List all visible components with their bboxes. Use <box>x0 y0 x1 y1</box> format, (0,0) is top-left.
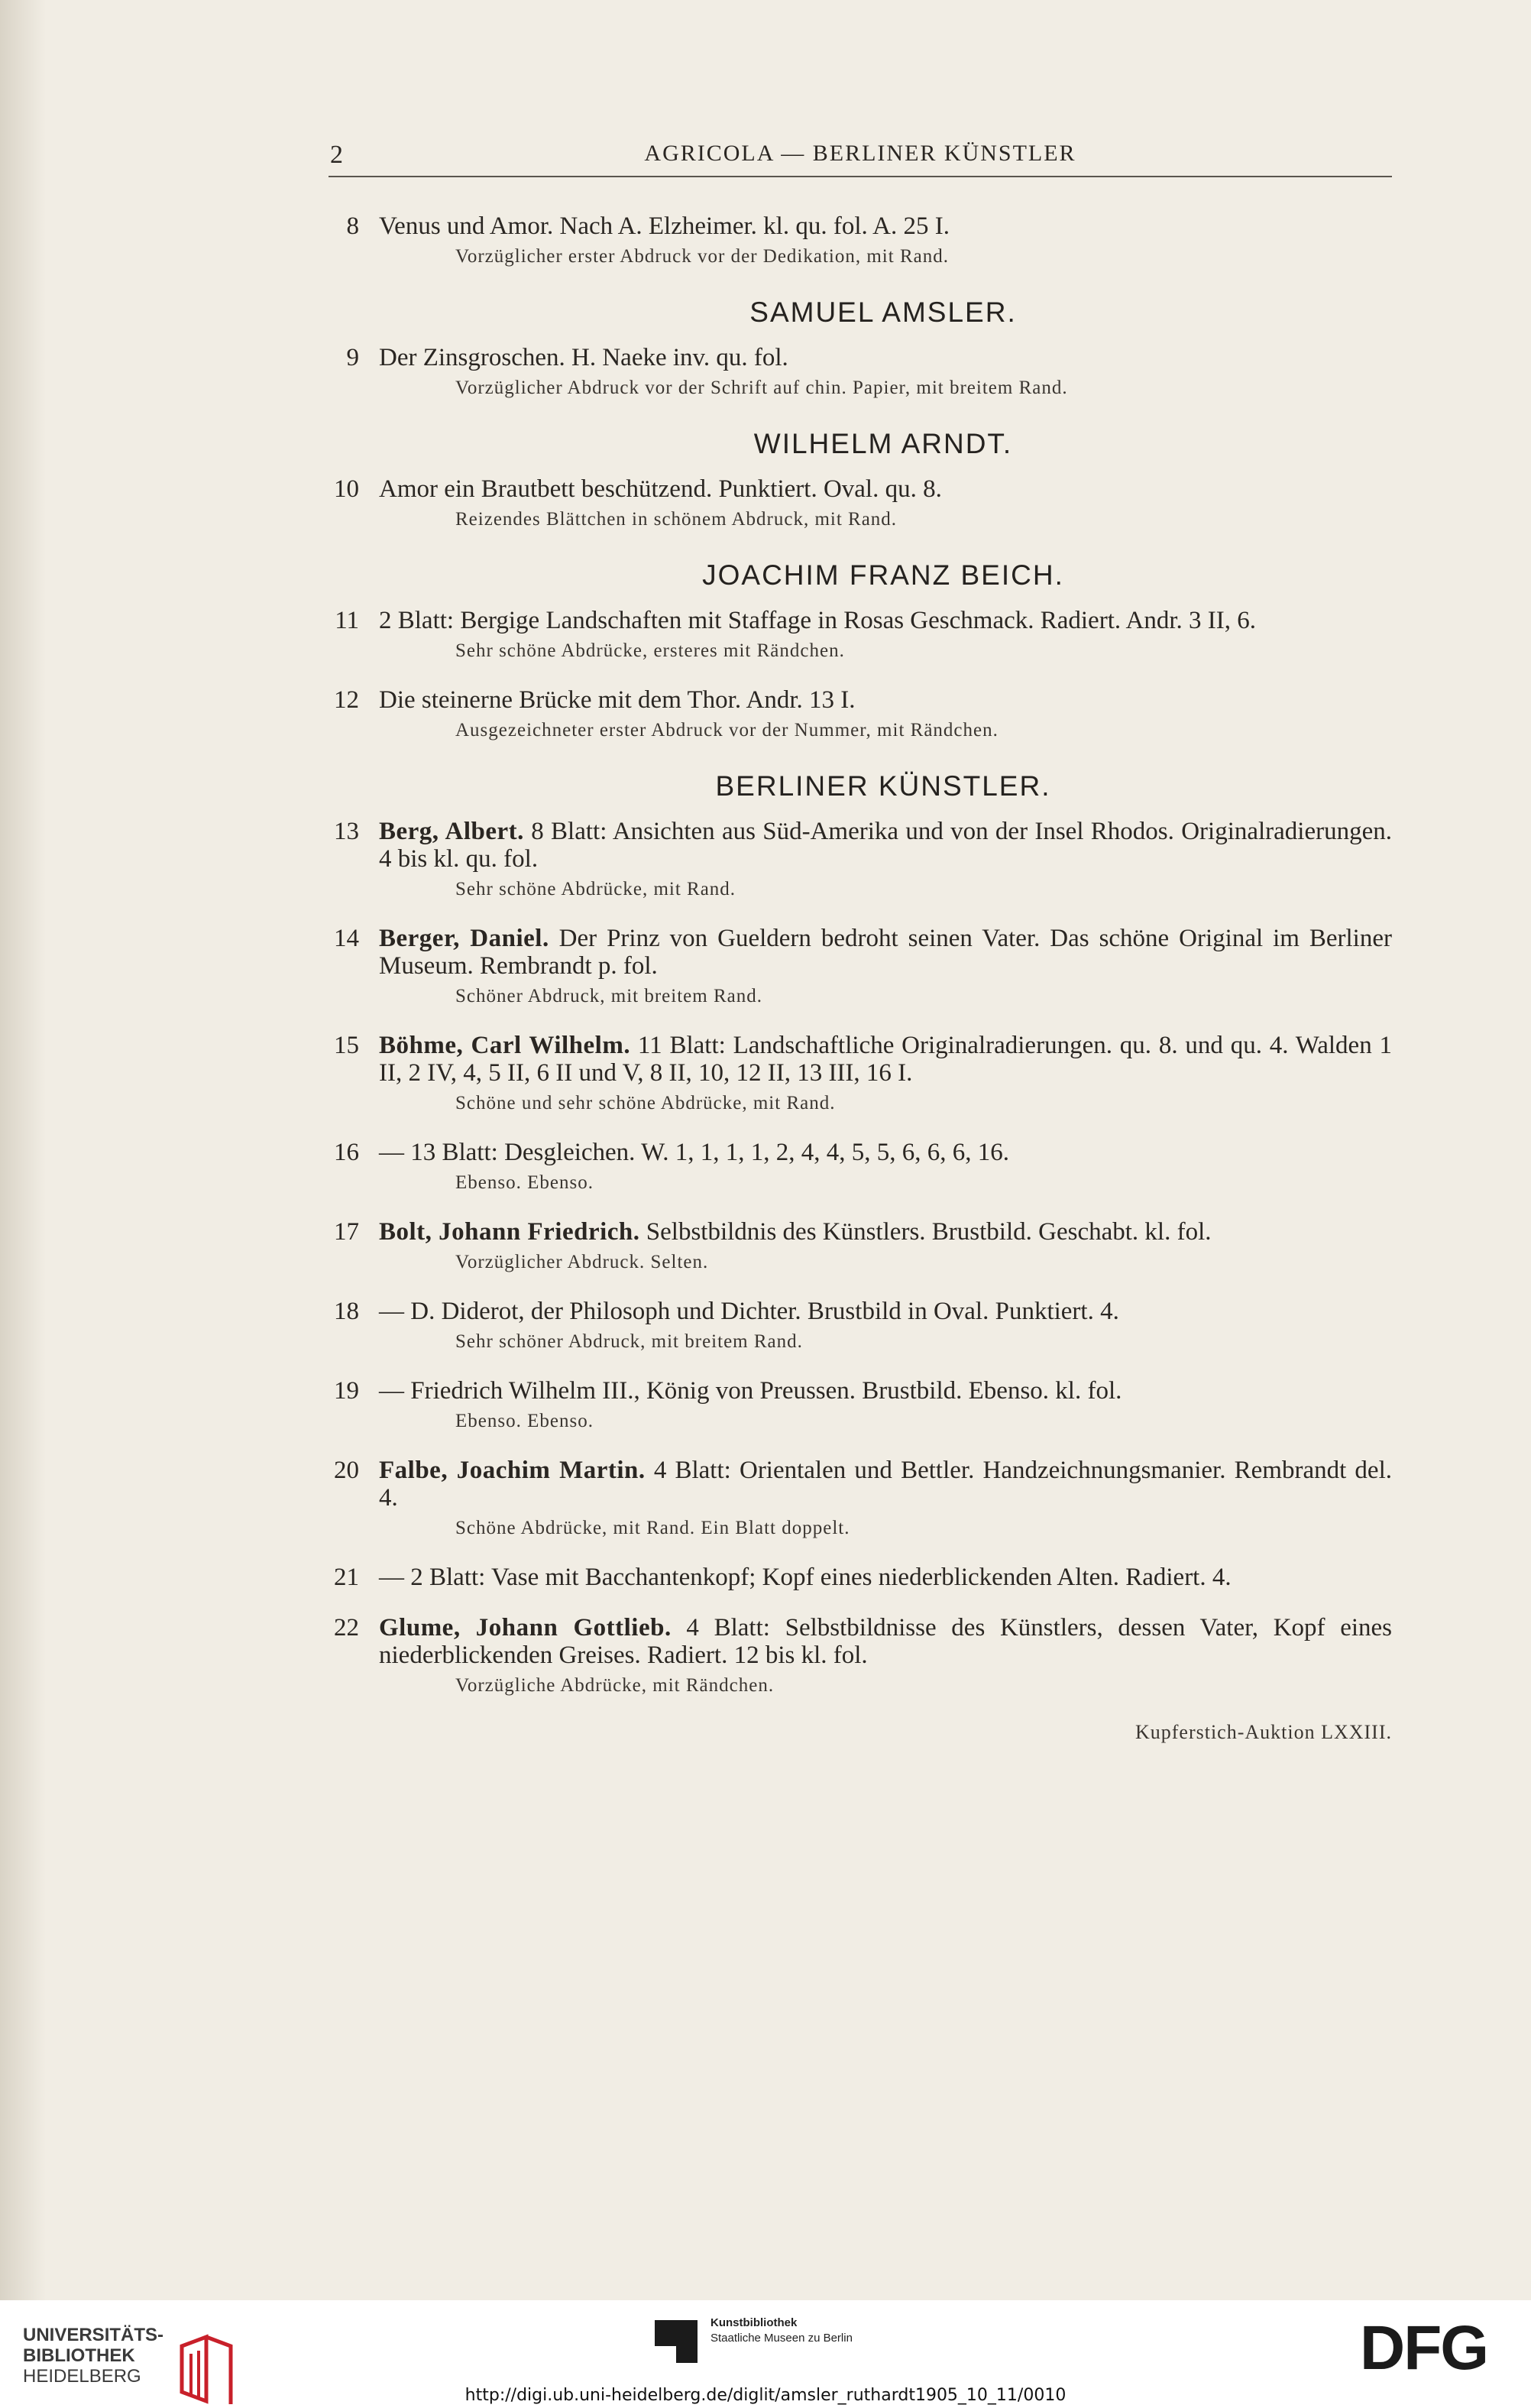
entry-body <box>379 1032 1392 1087</box>
catalog-entry-21 <box>329 1564 1392 1591</box>
entry-note: Vorzüglicher Abdruck. Selten. <box>455 1252 709 1272</box>
catalog-entry-11 <box>329 607 1392 663</box>
section-title-beich: JOACHIM FRANZ BEICH. <box>702 559 1064 591</box>
catalog-entry-18 <box>329 1298 1392 1354</box>
entry-body <box>379 818 1392 873</box>
entry-text: 8 Blatt: Ansichten aus Süd-Amerika und von der Insel Rhodos. Originalradierungen. 4 bis kl. qu. fol. <box>379 818 1393 873</box>
catalog-entry-13 <box>329 818 1392 902</box>
entry-note: Schöne Abdrücke, mit Rand. Ein Blatt doppelt. <box>455 1518 850 1538</box>
entry-body <box>379 1457 1392 1512</box>
entry-number: 15 <box>334 1032 359 1059</box>
entry-note: Reizendes Blättchen in schönem Abdruck, mit Rand. <box>455 509 898 530</box>
entry-note: Schöner Abdruck, mit breitem Rand. <box>455 986 762 1006</box>
catalog-entry-9 <box>329 344 1392 400</box>
entry-number: 11 <box>335 607 359 634</box>
page-number: 2 <box>330 141 343 169</box>
entry-note: Ebenso. Ebenso. <box>455 1172 594 1193</box>
entry-text: Die steinerne Brücke mit dem Thor. Andr. 13 I. <box>379 686 856 714</box>
page-header <box>329 139 1392 177</box>
entry-note: Sehr schöne Abdrücke, ersteres mit Rändchen. <box>455 640 845 661</box>
entry-body <box>379 925 1392 980</box>
dfg-logo[interactable]: DFG <box>1360 2313 1488 2383</box>
artist-name: Falbe, Joachim Martin. <box>379 1457 646 1484</box>
entry-text: Amor ein Brautbett beschützend. Punktiert. Oval. qu. 8. <box>379 475 942 503</box>
entry-text: — Friedrich Wilhelm III., König von Preussen. Brustbild. Ebenso. kl. fol. <box>379 1377 1122 1405</box>
artist-name: Bolt, Johann Friedrich. <box>379 1218 640 1246</box>
entry-text: 4 Blatt: Selbstbildnisse des Künstlers, dessen Vater, Kopf eines niederblickenden Greises. Radiert. 12 bis kl. fol. <box>379 1614 1393 1669</box>
running-title: AGRICOLA — BERLINER KÜNSTLER <box>644 141 1076 166</box>
entry-text: Venus und Amor. Nach A. Elzheimer. kl. qu. fol. A. 25 I. <box>379 212 950 240</box>
catalog-entry-22 <box>329 1614 1392 1698</box>
entry-number: 12 <box>334 686 359 714</box>
entry-text: 2 Blatt: Bergige Landschaften mit Staffage in Rosas Geschmack. Radiert. Andr. 3 II, 6. <box>379 607 1257 634</box>
catalog-entry-15 <box>329 1032 1392 1116</box>
entry-text: — 13 Blatt: Desgleichen. W. 1, 1, 1, 1, 2, 4, 4, 5, 5, 6, 6, 6, 16. <box>379 1139 1009 1166</box>
ub-heidelberg-logo[interactable] <box>23 2325 163 2387</box>
entry-number: 21 <box>334 1564 359 1591</box>
entry-note: Sehr schöne Abdrücke, mit Rand. <box>455 879 736 899</box>
kunstbibliothek-mark-icon <box>653 2319 699 2364</box>
entry-note: Vorzüglicher erster Abdruck vor der Dedikation, mit Rand. <box>455 246 949 267</box>
entry-note: Sehr schöner Abdruck, mit breitem Rand. <box>455 1331 803 1352</box>
entry-text: 4 Blatt: Orientalen und Bettler. Handzeichnungsmanier. Rembrandt del. 4. <box>379 1457 1392 1512</box>
entry-number: 18 <box>334 1298 359 1325</box>
entry-number: 17 <box>334 1218 359 1246</box>
catalog-entry-12 <box>329 686 1392 743</box>
section-title-berliner-kuenstler: BERLINER KÜNSTLER. <box>715 770 1051 802</box>
entry-text: Der Prinz von Gueldern bedroht seinen Vater. Das schöne Original im Berliner Museum. Rembrandt p. fol. <box>379 925 1392 980</box>
entry-number: 20 <box>334 1457 359 1484</box>
entry-note: Schöne und sehr schöne Abdrücke, mit Rand. <box>455 1093 836 1113</box>
entry-note: Ebenso. Ebenso. <box>455 1411 594 1431</box>
footer-bar <box>0 2300 1531 2408</box>
entry-text: — D. Diderot, der Philosoph und Dichter. Brustbild in Oval. Punktiert. 4. <box>379 1298 1119 1325</box>
catalog-entry-16 <box>329 1139 1392 1195</box>
catalog-entry-19 <box>329 1377 1392 1434</box>
catalog-entry-8 <box>329 212 1392 269</box>
catalog-entry-10 <box>329 475 1392 532</box>
kunstbibliothek-subtitle: Staatliche Museen zu Berlin <box>710 2332 853 2345</box>
catalog-entry-17 <box>329 1218 1392 1275</box>
entry-number: 14 <box>334 925 359 952</box>
entry-body <box>379 1218 1392 1246</box>
ub-logo-line2: BIBLIOTHEK <box>23 2345 135 2366</box>
catalog-entry-20 <box>329 1457 1392 1541</box>
entry-number: 19 <box>334 1377 359 1405</box>
artist-name: Berg, Albert. <box>379 818 524 845</box>
kunstbibliothek-title: Kunstbibliothek <box>710 2316 798 2329</box>
entry-text: — 2 Blatt: Vase mit Bacchantenkopf; Kopf eines niederblickenden Alten. Radiert. 4. <box>379 1564 1232 1591</box>
permalink-url[interactable]: http://digi.ub.uni-heidelberg.de/diglit/amsler_ruthardt1905_10_11/0010 <box>464 2386 1067 2405</box>
ub-logo-line3: HEIDELBERG <box>23 2366 141 2387</box>
entry-note: Vorzüglicher Abdruck vor der Schrift auf chin. Papier, mit breitem Rand. <box>455 378 1068 398</box>
catalog-content <box>329 212 1392 1744</box>
entry-text: Der Zinsgroschen. H. Naeke inv. qu. fol. <box>379 344 788 371</box>
entry-note: Ausgezeichneter erster Abdruck vor der Nummer, mit Rändchen. <box>455 720 999 741</box>
entry-number: 22 <box>334 1614 359 1642</box>
entry-text: Selbstbildnis des Künstlers. Brustbild. Geschabt. kl. fol. <box>646 1218 1212 1246</box>
artist-name: Glume, Johann Gottlieb. <box>379 1614 672 1642</box>
entry-number: 16 <box>334 1139 359 1166</box>
entry-number: 9 <box>346 344 359 371</box>
entry-number: 13 <box>334 818 359 845</box>
entry-note: Vorzügliche Abdrücke, mit Rändchen. <box>455 1675 775 1696</box>
section-title-arndt: WILHELM ARNDT. <box>753 428 1013 459</box>
catalog-entry-14 <box>329 925 1392 1009</box>
ub-logo-line1: UNIVERSITÄTS- <box>23 2325 164 2345</box>
entry-number: 10 <box>334 475 359 503</box>
auction-note: Kupferstich-Auktion LXXIII. <box>1134 1721 1392 1743</box>
entry-text: 11 Blatt: Landschaftliche Originalradierungen. qu. 8. und qu. 4. Walden 1 II, 2 IV, 4, 5 II, 6 II und V, 8 II, 10, 12 II, 13 III, 16 I. <box>379 1032 1392 1087</box>
artist-name: Böhme, Carl Wilhelm. <box>379 1032 631 1059</box>
artist-name: Berger, Daniel. <box>379 925 549 952</box>
entry-number: 8 <box>346 212 359 240</box>
entry-body <box>379 1614 1392 1669</box>
section-title-amsler: SAMUEL AMSLER. <box>749 297 1017 328</box>
